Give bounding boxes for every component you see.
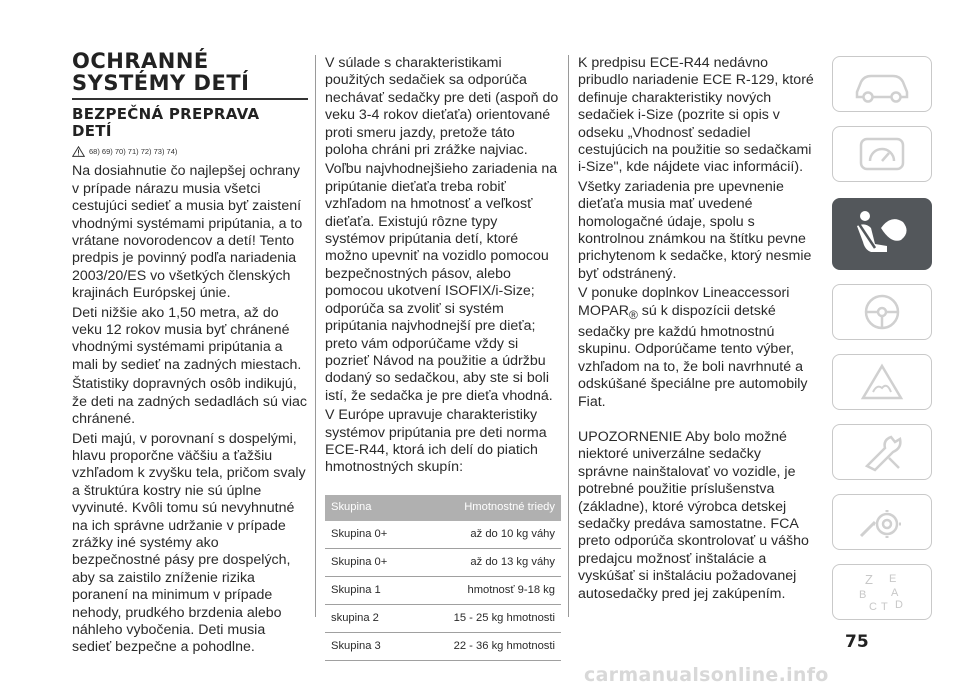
table-cell-weight: až do 13 kg váhy (414, 549, 561, 577)
title-divider (72, 98, 308, 100)
paragraph: V Európe upravuje charakteristiky systémov pripútania pre deti norma ECE-R44, ktorá ich delí do piatich hmotnostných skupín: (325, 407, 547, 476)
weight-groups-table (325, 495, 561, 662)
section-title-line1: OCHRANNÉ (72, 49, 209, 73)
table-row (325, 521, 561, 549)
speedometer-icon (847, 130, 917, 178)
registered-mark: ® (628, 307, 638, 322)
index-letter: A (891, 587, 899, 599)
column-right (578, 55, 814, 605)
mopar-text-end: sú k dispozícii detské sedačky pre každú hmotnostnú skupinu. Odporúčame tento výber, vzhľadom na to, že boli navrhnuté a odskúšané špeciálne pre automobily Fiat. (578, 302, 808, 410)
table-header-row (325, 495, 561, 521)
seatbelt-airbag-icon (847, 204, 917, 264)
paragraph: Deti majú, v porovnaní s dospelými, hlavu proporčne väčšiu a ťažšiu vzhľadom k zvyšku tela, pričom svaly a štruktúra kostry nie sú úplne vyvinuté. Kvôli tomu sú nevyhnutné na ich správne udržanie v prípade zrážky iné systémy ako bezpečnostné pásy pre dospelých, aby sa zaistilo zníženie rizika poranení na minimum v prípade nehody, prudkého brzdenia alebo náhleho vybočenia. Deti musia sedieť bezpečne a pohodlne. (72, 430, 306, 656)
table-header-weight: Hmotnostné triedy (414, 495, 561, 521)
paragraph: Voľbu najvhodnejšieho zariadenia na pripútanie dieťaťa treba robiť vzhľadom na hmotnosť a veľkosť dieťaťa. Existujú rôzne typy systémov pripútania detí, ktoré možno upevniť na vozidlo pomocou bezpečnostných pásov, alebo pomocou ukotvení ISOFIX/i-Size; odporúča sa zvoliť si systém pripútania najvhodnejší pre dieťa; preto vám odporúčame vždy si pozrieť Návod na použitie a údržbu dodaný so sedačkou, aby ste si boli istí, že sedačka je pre dieťa vhodná. (325, 161, 558, 404)
subsection-title-line2: DETÍ (72, 122, 112, 140)
subsection-title-line1: BEZPEČNÁ PREPRAVA (72, 105, 260, 123)
warning-paragraph: UPOZORNENIE Aby bolo možné niektoré univerzálne sedačky správne nainštalovať vo vozidle, je potrebné použitie príslušenstva (základne), ktoré výrobca detskej sedačky predáva samostatne. FCA preto odporúča skontrolovať u vášho predajcu možnosť inštalácie a vyskúšať si inštaláciu požadovanej autosedačky pred jej zakúpením. (578, 428, 809, 602)
steering-wheel-icon (847, 288, 917, 336)
tab-car-overview[interactable] (832, 56, 932, 112)
table-row (325, 605, 561, 633)
table-row (325, 549, 561, 577)
page-number: 75 (845, 632, 869, 652)
column-divider (568, 55, 569, 617)
table-cell-group: Skupina 0+ (325, 521, 414, 549)
mopar-paragraph (578, 285, 814, 411)
table-cell-group: Skupina 3 (325, 633, 414, 661)
tab-dashboard[interactable] (832, 126, 932, 182)
tab-maintenance[interactable] (832, 424, 932, 480)
column-divider (315, 55, 316, 617)
tab-index[interactable] (832, 564, 932, 620)
paragraph: Deti nižšie ako 1,50 metra, až do veku 12 rokov musia byť chránené vhodnými systémami pripútania a mali by sedieť na zadných miestach. (72, 304, 302, 373)
table-cell-group: skupina 2 (325, 605, 414, 633)
table-row (325, 577, 561, 605)
index-letter: B (859, 589, 867, 601)
table-row (325, 633, 561, 661)
tab-technical-data[interactable] (832, 494, 932, 550)
paragraph: Štatistiky dopravných osôb indikujú, že deti na zadných sedadlách sú viac chránené. (72, 376, 308, 428)
index-letter: T (881, 601, 888, 613)
section-title-line2: SYSTÉMY DETÍ (72, 71, 250, 95)
table-cell-weight: 15 - 25 kg hmotnosti (414, 605, 561, 633)
warning-ref-numbers: 68) 69) 70) 71) 72) 73) 74) (89, 147, 178, 156)
index-letter: D (895, 599, 903, 611)
tab-starting-driving[interactable] (832, 284, 932, 340)
table-cell-weight: hmotnosť 9-18 kg (414, 577, 561, 605)
car-icon (847, 60, 917, 108)
index-letter: C (869, 601, 877, 613)
table-cell-weight: 22 - 36 kg hmotnosti (414, 633, 561, 661)
tab-safety[interactable] (832, 198, 932, 270)
table-cell-group: Skupina 1 (325, 577, 414, 605)
section-title (72, 50, 308, 94)
wrench-icon (847, 428, 917, 476)
paragraph: V súlade s charakteristikami použitých sedačiek sa odporúča nechávať sedačky pre deti (aspoň do veku 3-4 rokov dieťaťa) orientované proti smeru jazdy, pretože táto poloha chráni pri zrážke najviac. (325, 55, 559, 159)
warning-references (72, 143, 308, 160)
mopar-text-start: V ponuke doplnkov Lineaccessori MOPAR (578, 285, 790, 319)
alphabet-index-icon (847, 568, 917, 616)
table-cell-weight: až do 10 kg váhy (414, 521, 561, 549)
watermark: carmanualsonline.info (584, 664, 829, 683)
warning-triangle-icon (847, 358, 917, 406)
paragraph: Na dosiahnutie čo najlepšej ochrany v prípade nárazu musia všetci cestujúci sedieť a musia byť zaistení vhodnými systémami pripútania, a to vrátane novorodencov a detí! Tento predpis je povinný podľa nariadenia 2003/20/ES vo všetkých členských krajinách Európskej únie. (72, 163, 303, 302)
warning-triangle-icon (72, 146, 85, 157)
table-cell-group: Skupina 0+ (325, 549, 414, 577)
tab-emergency[interactable] (832, 354, 932, 410)
column-middle (325, 55, 561, 661)
paragraph: Všetky zariadenia pre upevnenie dieťaťa musia mať uvedené homologačné údaje, spolu s kontrolnou známkou na štítku pevne prichytenom k sedačke, ktorý nesmie byť odstránený. (578, 178, 812, 282)
subsection-title (72, 106, 308, 140)
column-left (72, 50, 308, 659)
gear-wrench-icon (847, 498, 917, 546)
paragraph: K predpisu ECE-R44 nedávno pribudlo nariadenie ECE R-129, ktoré definuje charakteristiky nových sedačiek i-Size (pozrite si opis v odseku „Vhodnosť sedadiel cestujúcich na použitie so sedačkami i-Size", kde nájdete viac informácií). (578, 55, 814, 176)
index-letter: Z (865, 572, 873, 587)
index-letter: E (889, 573, 897, 585)
table-header-group: Skupina (325, 495, 414, 521)
